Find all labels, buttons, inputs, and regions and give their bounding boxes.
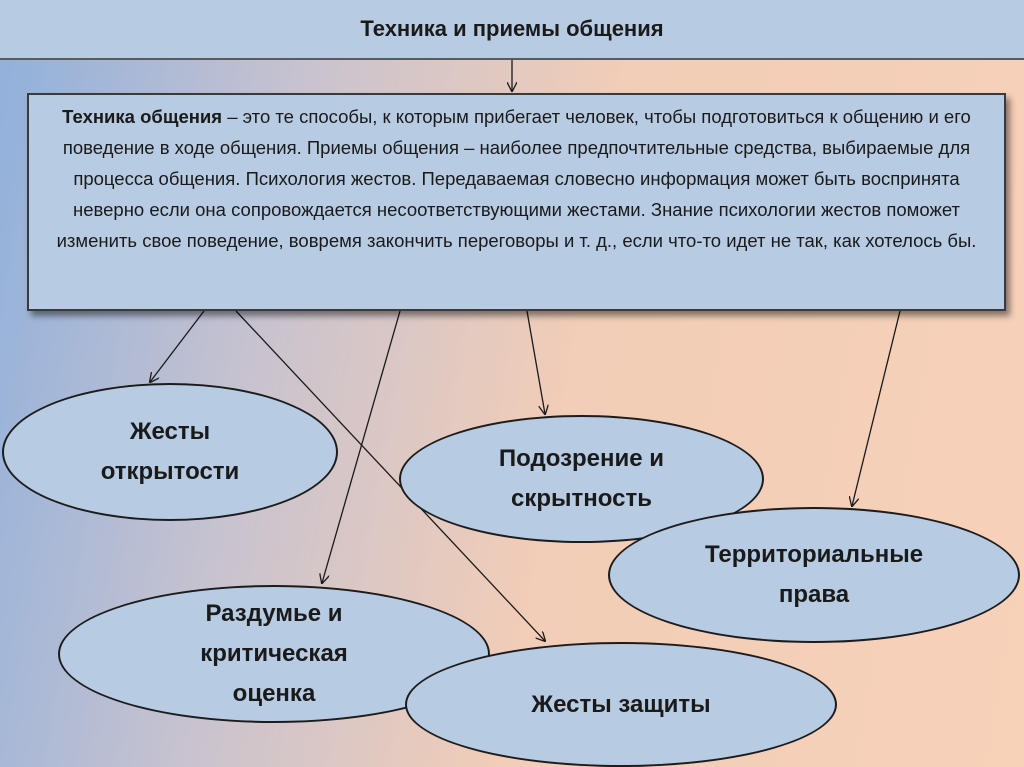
- node-reflection-line2: критическая: [200, 640, 348, 667]
- definition-text: – это те способы, к которым прибегает человек, чтобы подготовиться к общению и его поведение в ходе общения. Приемы общения – наиболее предпочтительные средства, выбираемые для процесса общения. Психология жестов. Передаваемая словесно информация может быть воспринята неверно если она сопровождается несоответствующими жестами. Знание психологии жестов поможет изменить свое поведение, вовремя закончить переговоры и т. д., если что-то идет не так, как хотелось бы.: [56, 106, 977, 251]
- node-openness-gestures: [2, 383, 338, 521]
- node-defense-line1: Жесты защиты: [531, 690, 711, 718]
- arrow-to-territorial: [852, 311, 900, 506]
- node-territorial-line1: Территориальные: [704, 541, 924, 568]
- node-territorial-line2: права: [778, 581, 850, 608]
- node-reflection-line1: Раздумье и: [205, 600, 343, 627]
- arrow-to-suspicion: [527, 311, 545, 414]
- definition-box: [27, 93, 1006, 311]
- node-suspicion-line1: Подозрение и: [498, 445, 665, 472]
- node-suspicion-line2: скрытность: [511, 485, 652, 512]
- node-defense-gestures: [405, 642, 837, 767]
- arrow-to-openness: [150, 311, 204, 382]
- node-territorial-rights: [608, 507, 1020, 643]
- node-openness-line1: Жесты: [129, 418, 211, 445]
- page-title: Техника и приемы общения: [0, 0, 1024, 60]
- definition-term: Техника общения: [62, 106, 223, 127]
- node-openness-line2: открытости: [100, 458, 240, 485]
- node-reflection-line3: оценка: [232, 680, 316, 707]
